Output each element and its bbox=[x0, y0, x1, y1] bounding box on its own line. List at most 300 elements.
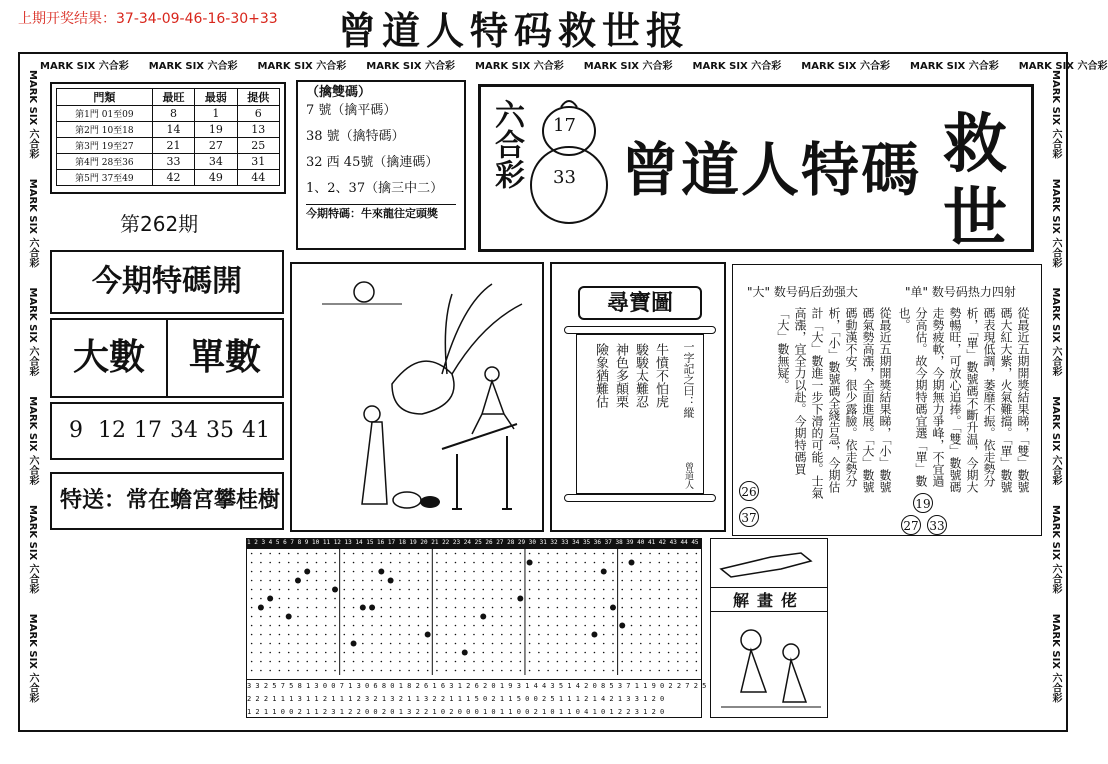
grid-dot bbox=[482, 580, 484, 582]
grid-dot bbox=[455, 652, 457, 654]
grid-dot bbox=[251, 643, 253, 645]
grid-dot bbox=[334, 553, 336, 555]
grid-dot bbox=[269, 562, 271, 564]
grid-dot bbox=[288, 562, 290, 564]
grid-dot bbox=[668, 589, 670, 591]
grid-dot bbox=[279, 661, 281, 663]
grid-dot bbox=[464, 625, 466, 627]
grid-dot bbox=[343, 625, 345, 627]
left-circle-number: 26 bbox=[739, 481, 759, 501]
treasure-title: 尋寶圖 bbox=[578, 286, 702, 320]
grid-dot bbox=[297, 616, 299, 618]
grid-dot bbox=[668, 571, 670, 573]
grid-dot bbox=[603, 616, 605, 618]
grid-dot bbox=[621, 580, 623, 582]
grid-dot bbox=[316, 616, 318, 618]
grid-dot bbox=[436, 589, 438, 591]
grid-dot bbox=[464, 589, 466, 591]
grid-dot bbox=[279, 553, 281, 555]
grid-dot bbox=[371, 670, 373, 672]
grid-dot bbox=[649, 661, 651, 663]
grid-dot bbox=[557, 616, 559, 618]
grid-dot bbox=[557, 643, 559, 645]
grid-dot bbox=[659, 616, 661, 618]
grid-dot bbox=[390, 589, 392, 591]
grid-dot bbox=[427, 652, 429, 654]
grid-dot bbox=[510, 670, 512, 672]
grid-dot bbox=[501, 589, 503, 591]
grid-dot bbox=[353, 598, 355, 600]
grid-dot bbox=[557, 670, 559, 672]
grid-dot bbox=[353, 652, 355, 654]
grid-dot bbox=[427, 661, 429, 663]
grid-dot bbox=[538, 616, 540, 618]
trend-grid-footer bbox=[247, 679, 707, 719]
issue-number: 第262期 bbox=[120, 212, 199, 236]
grid-dot bbox=[621, 553, 623, 555]
grid-dot bbox=[640, 643, 642, 645]
grid-dot bbox=[473, 562, 475, 564]
grid-dot bbox=[575, 580, 577, 582]
grid-dot bbox=[529, 607, 531, 609]
grid-dot bbox=[603, 634, 605, 636]
trend-grid-footer-row: 1 2 1 1 0 0 2 1 1 2 3 1 2 2 0 0 2 0 1 3 2 2 1 0 2 0 0 0 1 0 1 1 0 0 2 1 0 1 1 0 4 1 0 1 2 2 3 1 2 0 bbox=[247, 708, 665, 716]
right-circle-number: 33 bbox=[927, 515, 947, 535]
grid-dot bbox=[594, 661, 596, 663]
lstrip-text-1: MARK SIX 六合彩 bbox=[27, 70, 38, 159]
grid-dot bbox=[594, 616, 596, 618]
grid-dot bbox=[390, 616, 392, 618]
grid-dot bbox=[381, 634, 383, 636]
grid-hit-dot bbox=[369, 605, 375, 611]
scroll-head: 一字記之曰：縱 bbox=[682, 341, 695, 418]
poem-line: 駿駿太難忍 bbox=[633, 343, 648, 408]
grid-dot bbox=[316, 643, 318, 645]
treasure-panel bbox=[550, 262, 726, 532]
grid-dot bbox=[668, 607, 670, 609]
analysis-left-text: 從最近五期開獎結果睇，「小」數號碼氣勢高漲，全面進展。「大」數號碼動漢不安，很少露臉。依走勢分析，「小」數號碼全綫告急，今期估計「大」數進一步下滑的可能。士氣高漲，宜全力以赴。今期特碼買「大」數無疑。 bbox=[776, 307, 892, 499]
stats-header-cell: 提供 bbox=[237, 89, 279, 106]
grid-dot bbox=[353, 589, 355, 591]
grid-dot bbox=[418, 571, 420, 573]
grid-dot bbox=[427, 589, 429, 591]
number-item: 12 bbox=[98, 418, 126, 443]
grid-dot bbox=[538, 562, 540, 564]
stats-cell: 第4門 28至36 bbox=[57, 154, 153, 170]
grid-dot bbox=[353, 553, 355, 555]
grid-dot bbox=[260, 634, 262, 636]
grid-dot bbox=[631, 607, 633, 609]
grid-hit-dot bbox=[425, 632, 431, 638]
grid-dot bbox=[334, 616, 336, 618]
grid-dot bbox=[353, 625, 355, 627]
grid-dot bbox=[538, 643, 540, 645]
grid-dot bbox=[492, 652, 494, 654]
grid-dot bbox=[566, 607, 568, 609]
grid-dot bbox=[547, 607, 549, 609]
grid-dot bbox=[297, 562, 299, 564]
grid-dot bbox=[631, 661, 633, 663]
grid-dot bbox=[260, 670, 262, 672]
grid-dot bbox=[408, 589, 410, 591]
grid-dot bbox=[677, 589, 679, 591]
grid-hit-dot bbox=[378, 569, 384, 575]
stats-cell: 8 bbox=[152, 106, 194, 122]
special-open-panel bbox=[50, 318, 284, 398]
grid-dot bbox=[436, 634, 438, 636]
grid-dot bbox=[510, 589, 512, 591]
grid-dot bbox=[621, 643, 623, 645]
grid-dot bbox=[594, 670, 596, 672]
grid-dot bbox=[436, 580, 438, 582]
grid-dot bbox=[455, 589, 457, 591]
rstrip-text-2: MARK SIX 六合彩 bbox=[1050, 178, 1061, 268]
grid-dot bbox=[649, 616, 651, 618]
grid-dot bbox=[408, 661, 410, 663]
grid-dot bbox=[436, 607, 438, 609]
special-open-right: 單數 bbox=[188, 336, 261, 378]
grid-dot bbox=[584, 571, 586, 573]
grid-dot bbox=[482, 625, 484, 627]
grid-dot bbox=[288, 598, 290, 600]
grid-dot bbox=[575, 589, 577, 591]
grid-dot bbox=[464, 598, 466, 600]
grid-dot bbox=[603, 661, 605, 663]
grid-dot bbox=[640, 652, 642, 654]
grid-hit-dot bbox=[286, 614, 292, 620]
grid-dot bbox=[455, 634, 457, 636]
grid-dot bbox=[686, 634, 688, 636]
grid-dot bbox=[529, 580, 531, 582]
grid-dot bbox=[353, 616, 355, 618]
strip-text-4: MARK SIX 六合彩 bbox=[366, 61, 455, 72]
grid-dot bbox=[603, 670, 605, 672]
grid-dot bbox=[501, 580, 503, 582]
grid-dot bbox=[566, 616, 568, 618]
special-send-label: 特送： bbox=[60, 488, 127, 513]
grid-dot bbox=[621, 616, 623, 618]
grid-dot bbox=[649, 625, 651, 627]
stats-panel bbox=[50, 82, 286, 194]
grid-dot bbox=[297, 643, 299, 645]
grid-hit-dot bbox=[517, 596, 523, 602]
grid-dot bbox=[640, 580, 642, 582]
grid-dot bbox=[288, 571, 290, 573]
grid-dot bbox=[343, 553, 345, 555]
grid-dot bbox=[306, 553, 308, 555]
grid-dot bbox=[455, 598, 457, 600]
grid-dot bbox=[251, 652, 253, 654]
grid-dot bbox=[445, 616, 447, 618]
grid-dot bbox=[279, 670, 281, 672]
grid-dot bbox=[473, 571, 475, 573]
grid-dot bbox=[251, 670, 253, 672]
grid-dot bbox=[269, 643, 271, 645]
grid-dot bbox=[464, 580, 466, 582]
trend-grid-panel bbox=[246, 538, 742, 718]
grid-dot bbox=[686, 607, 688, 609]
strip-text-5: MARK SIX 六合彩 bbox=[475, 61, 564, 72]
grid-dot bbox=[279, 652, 281, 654]
trend-grid-footer-row: 2 2 2 1 1 1 3 1 1 2 1 1 1 2 3 2 1 3 2 1 1 3 2 2 1 1 1 5 0 2 1 1 5 0 0 2 5 1 1 1 2 1 4 2 1 3 3 1 2 0 bbox=[247, 695, 665, 703]
grid-dot bbox=[659, 643, 661, 645]
grid-dot bbox=[381, 553, 383, 555]
grid-dot bbox=[594, 589, 596, 591]
grid-dot bbox=[288, 634, 290, 636]
grid-dot bbox=[668, 562, 670, 564]
grid-dot bbox=[668, 625, 670, 627]
grid-dot bbox=[686, 589, 688, 591]
grid-dot bbox=[436, 553, 438, 555]
grid-dot bbox=[362, 634, 364, 636]
grid-dot bbox=[529, 625, 531, 627]
grid-dot bbox=[686, 553, 688, 555]
analysis-panel bbox=[732, 264, 1042, 536]
grid-dot bbox=[668, 634, 670, 636]
grid-dot bbox=[297, 553, 299, 555]
lstrip-text-5: MARK SIX 六合彩 bbox=[27, 505, 38, 594]
grid-dot bbox=[418, 634, 420, 636]
grid-dot bbox=[334, 607, 336, 609]
grid-hit-dot bbox=[258, 605, 264, 611]
grid-dot bbox=[510, 643, 512, 645]
grid-dot bbox=[418, 616, 420, 618]
grid-dot bbox=[612, 652, 614, 654]
pointing-hand-icon bbox=[711, 539, 827, 583]
grid-dot bbox=[566, 625, 568, 627]
grid-dot bbox=[547, 661, 549, 663]
grid-dot bbox=[325, 580, 327, 582]
grid-dot bbox=[316, 598, 318, 600]
grid-dot bbox=[381, 598, 383, 600]
number-item: 35 bbox=[206, 418, 234, 443]
grid-dot bbox=[445, 607, 447, 609]
grid-hit-dot bbox=[332, 587, 338, 593]
grid-dot bbox=[501, 553, 503, 555]
grid-dot bbox=[696, 625, 698, 627]
grid-dot bbox=[677, 580, 679, 582]
grid-hit-dot bbox=[591, 632, 597, 638]
grid-dot bbox=[575, 607, 577, 609]
hint-line-0: （擒雙碼） bbox=[306, 85, 372, 100]
gourd-bottom-number: 33 bbox=[553, 167, 576, 188]
grid-dot bbox=[659, 670, 661, 672]
grid-dot bbox=[584, 625, 586, 627]
grid-dot bbox=[557, 553, 559, 555]
grid-dot bbox=[584, 661, 586, 663]
grid-dot bbox=[445, 598, 447, 600]
analysis-heading-left: "大" 数号码后劲强大 bbox=[747, 285, 858, 299]
grid-dot bbox=[612, 616, 614, 618]
grid-dot bbox=[445, 553, 447, 555]
gourd-icon bbox=[525, 93, 625, 233]
grid-dot bbox=[510, 571, 512, 573]
grid-dot bbox=[325, 652, 327, 654]
number-row bbox=[50, 402, 284, 460]
grid-dot bbox=[343, 580, 345, 582]
grid-dot bbox=[501, 598, 503, 600]
stats-header-cell: 門類 bbox=[57, 89, 153, 106]
grid-dot bbox=[659, 562, 661, 564]
grid-dot bbox=[464, 661, 466, 663]
grid-dot bbox=[621, 598, 623, 600]
grid-dot bbox=[473, 580, 475, 582]
grid-dot bbox=[436, 616, 438, 618]
grid-hit-dot bbox=[629, 560, 635, 566]
grid-dot bbox=[492, 661, 494, 663]
grid-dot bbox=[251, 562, 253, 564]
grid-dot bbox=[547, 634, 549, 636]
grid-dot bbox=[279, 616, 281, 618]
grid-dot bbox=[547, 616, 549, 618]
grid-dot bbox=[260, 562, 262, 564]
grid-dot bbox=[668, 643, 670, 645]
grid-dot bbox=[612, 670, 614, 672]
grid-dot bbox=[492, 598, 494, 600]
grid-dot bbox=[621, 661, 623, 663]
masthead-title: 曾道人特码救世报 bbox=[338, 8, 691, 53]
grid-dot bbox=[418, 562, 420, 564]
grid-dot bbox=[575, 625, 577, 627]
grid-hit-dot bbox=[610, 605, 616, 611]
grid-dot bbox=[418, 625, 420, 627]
grid-dot bbox=[473, 616, 475, 618]
grid-dot bbox=[696, 571, 698, 573]
grid-dot bbox=[408, 634, 410, 636]
grid-dot bbox=[371, 643, 373, 645]
grid-dot bbox=[316, 661, 318, 663]
grid-dot bbox=[566, 598, 568, 600]
grid-dot bbox=[501, 562, 503, 564]
grid-dot bbox=[659, 598, 661, 600]
strip-text-2: MARK SIX 六合彩 bbox=[148, 61, 238, 72]
stats-cell: 第3門 19至27 bbox=[57, 138, 153, 154]
grid-dot bbox=[631, 634, 633, 636]
previous-result-value: 37-34-09-46-16-30+33 bbox=[116, 11, 278, 27]
stats-cell: 42 bbox=[152, 170, 194, 186]
grid-dot bbox=[492, 625, 494, 627]
grid-dot bbox=[557, 652, 559, 654]
grid-dot bbox=[464, 562, 466, 564]
grid-dot bbox=[279, 580, 281, 582]
grid-dot bbox=[640, 634, 642, 636]
grid-dot bbox=[612, 634, 614, 636]
grid-dot bbox=[334, 598, 336, 600]
grid-dot bbox=[418, 670, 420, 672]
grid-dot bbox=[686, 625, 688, 627]
grid-dot bbox=[316, 589, 318, 591]
grid-dot bbox=[621, 589, 623, 591]
grid-dot bbox=[464, 643, 466, 645]
poem-line: 險象猶難估 bbox=[593, 343, 608, 408]
grid-dot bbox=[696, 643, 698, 645]
grid-dot bbox=[464, 634, 466, 636]
grid-dot bbox=[269, 652, 271, 654]
grid-dot bbox=[640, 661, 642, 663]
grid-dot bbox=[584, 589, 586, 591]
grid-dot bbox=[427, 670, 429, 672]
stats-header-cell: 最弱 bbox=[195, 89, 237, 106]
grid-dot bbox=[686, 571, 688, 573]
grid-dot bbox=[436, 625, 438, 627]
stats-cell: 第2門 10至18 bbox=[57, 122, 153, 138]
grid-dot bbox=[557, 589, 559, 591]
grid-dot bbox=[510, 634, 512, 636]
grid-dot bbox=[334, 643, 336, 645]
analysis-right-text: 從最近五期開獎結果睇，「雙」數號碼大紅大紫，火氣難擋。「單」數號碼表現低調，萎靡不振。依走勢分析，「單」數號碼不斷升温，今期大勢暢旺，可放心追捧。「雙」數號碼走勢疲軟，今期無力爭峰，不宜過分高估。故今期特碼宜選「單」數也。 bbox=[897, 307, 1030, 493]
grid-dot bbox=[612, 571, 614, 573]
grid-dot bbox=[399, 598, 401, 600]
grid-dot bbox=[464, 670, 466, 672]
grid-dot bbox=[510, 652, 512, 654]
grid-dot bbox=[427, 571, 429, 573]
grid-dot bbox=[445, 652, 447, 654]
analysis-heading-right: "单" 数号码热力四射 bbox=[905, 285, 1016, 299]
grid-dot bbox=[510, 607, 512, 609]
grid-dot bbox=[492, 643, 494, 645]
grid-dot bbox=[631, 571, 633, 573]
grid-dot bbox=[427, 598, 429, 600]
grid-dot bbox=[260, 616, 262, 618]
stats-cell: 25 bbox=[237, 138, 279, 154]
grid-hit-dot bbox=[360, 605, 366, 611]
illustration-panel bbox=[290, 262, 544, 532]
grid-dot bbox=[473, 625, 475, 627]
grid-dot bbox=[529, 643, 531, 645]
grid-dot bbox=[612, 589, 614, 591]
grid-dot bbox=[603, 589, 605, 591]
grid-dot bbox=[510, 616, 512, 618]
grid-dot bbox=[529, 634, 531, 636]
grid-dot bbox=[529, 553, 531, 555]
grid-dot bbox=[427, 553, 429, 555]
grid-dot bbox=[482, 571, 484, 573]
grid-dot bbox=[371, 562, 373, 564]
grid-dot bbox=[584, 670, 586, 672]
left-circle-number: 37 bbox=[739, 507, 759, 527]
grid-dot bbox=[677, 571, 679, 573]
grid-dot bbox=[501, 661, 503, 663]
grid-dot bbox=[612, 643, 614, 645]
grid-dot bbox=[677, 670, 679, 672]
grid-dot bbox=[316, 571, 318, 573]
grid-dot bbox=[455, 661, 457, 663]
grid-dot bbox=[510, 625, 512, 627]
grid-dot bbox=[557, 598, 559, 600]
grid-dot bbox=[251, 598, 253, 600]
previous-result-label: 上期开奖结果： bbox=[18, 11, 116, 27]
grid-dot bbox=[668, 670, 670, 672]
grid-dot bbox=[325, 643, 327, 645]
grid-dot bbox=[306, 607, 308, 609]
grid-dot bbox=[659, 553, 661, 555]
grid-dot bbox=[501, 652, 503, 654]
grid-dot bbox=[325, 562, 327, 564]
grid-dot bbox=[306, 562, 308, 564]
grid-dot bbox=[631, 589, 633, 591]
lstrip-text-2: MARK SIX 六合彩 bbox=[27, 178, 38, 268]
grid-dot bbox=[371, 553, 373, 555]
grid-dot bbox=[492, 553, 494, 555]
grid-dot bbox=[390, 670, 392, 672]
cartoon-illustration bbox=[711, 612, 827, 722]
grid-dot bbox=[306, 616, 308, 618]
right-brand-strip bbox=[1045, 70, 1063, 720]
grid-dot bbox=[566, 589, 568, 591]
strip-text-7: MARK SIX 六合彩 bbox=[692, 61, 782, 72]
grid-dot bbox=[696, 652, 698, 654]
scroll-rod-top bbox=[564, 326, 716, 334]
